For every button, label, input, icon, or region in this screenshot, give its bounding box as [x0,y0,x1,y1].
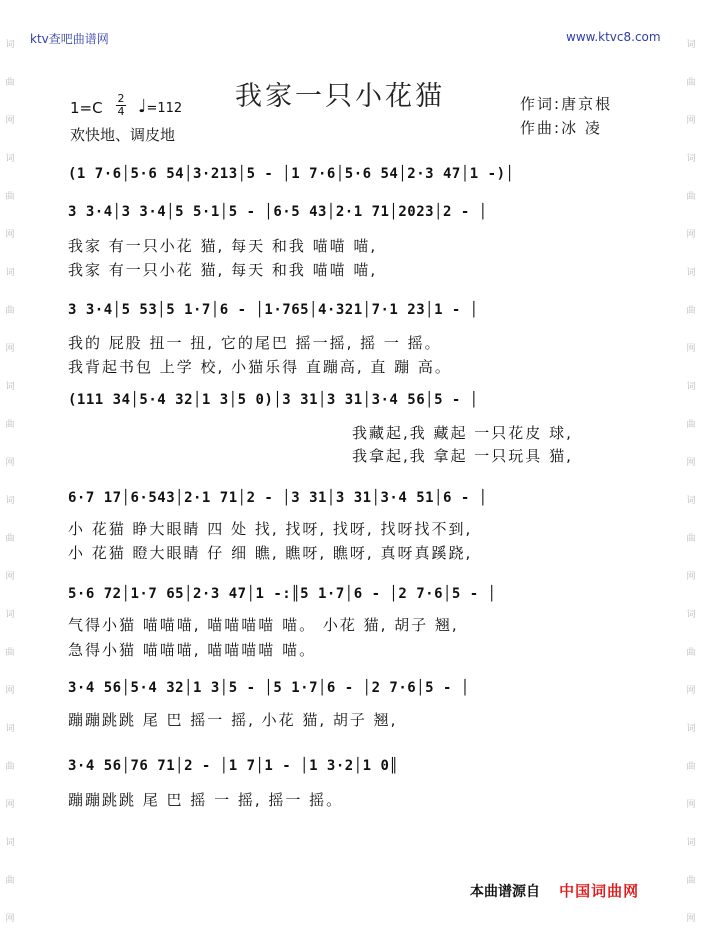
composer-label: 作曲: [520,119,562,137]
watermark-char: 词 [5,40,15,50]
watermark-char: 曲 [686,876,696,886]
watermark-char: 曲 [5,876,15,886]
lyric-line: 我家 有一只小花 猫, 每天 和我 喵喵 喵, [68,237,378,255]
right-watermark-column [684,40,698,952]
lyric-line: 我家 有一只小花 猫, 每天 和我 喵喵 喵, [68,261,378,279]
notation-line: 5·6 72│1·7 65│2·3 47│1 -:║5 1·7│6 - │2 7·6│5 - │ [68,586,497,602]
source-label: 本曲谱源自 [470,884,540,900]
lyric-line: 小 花猫 睁大眼睛 四 处 找, 找呀, 找呀, 找呀找不到, [68,520,473,538]
watermark-char: 曲 [5,762,15,772]
quarter-note-icon: ♩ [138,96,147,117]
watermark-char: 网 [686,572,696,582]
notation-line: 3·4 56│5·4 32│1 3│5 - │5 1·7│6 - │2 7·6│5 - │ [68,680,470,696]
footer-source [470,880,639,901]
notation-line: 3 3·4│3 3·4│5 5·1│5 - │6·5 43│2·1 71│2023│2 - │ [68,204,488,220]
watermark-char: 词 [5,838,15,848]
watermark-char: 网 [686,344,696,354]
notation-line: 6·7 17│6·543│2·1 71│2 - │3 31│3 31│3·4 51│6 - │ [68,490,488,506]
time-signature-bottom: 4 [117,105,125,118]
watermark-char: 曲 [686,78,696,88]
watermark-char: 网 [5,686,15,696]
watermark-char: 曲 [5,534,15,544]
watermark-char: 曲 [5,78,15,88]
time-signature [116,93,126,118]
expression-marking: 欢快地、调皮地 [70,126,176,144]
lyric-line: 我藏起,我 藏起 一只花皮 球, [352,424,573,442]
watermark-char: 曲 [5,648,15,658]
watermark-char: 词 [686,496,696,506]
watermark-char: 网 [686,914,696,924]
lyricist-name: 唐京根 [561,95,613,113]
lyric-line: 蹦蹦跳跳 尾 巴 摇 一 摇, 摇一 摇。 [68,791,344,809]
watermark-char: 网 [686,458,696,468]
lyric-line: 蹦蹦跳跳 尾 巴 摇一 摇, 小花 猫, 胡子 翘, [68,711,398,729]
notation-line: 3·4 56│76 71│2 - │1 7│1 - │1 3·2│1 0║ [68,758,399,774]
right-site-link[interactable]: www.ktvc8.com [566,30,661,44]
watermark-char: 网 [5,572,15,582]
watermark-char: 词 [686,268,696,278]
watermark-char: 词 [5,154,15,164]
tempo-value: =112 [146,101,183,116]
lyric-line: 我背起书包 上学 校, 小猫乐得 直蹦高, 直 蹦 高。 [68,358,452,376]
lyric-line: 我拿起,我 拿起 一只玩具 猫, [352,447,573,465]
source-site-link[interactable]: 中国词曲网 [559,882,640,900]
composer-credit [520,117,602,138]
watermark-char: 网 [5,230,15,240]
watermark-char: 词 [686,382,696,392]
watermark-char: 网 [686,230,696,240]
watermark-char: 网 [686,686,696,696]
lyric-line: 小 花猫 瞪大眼睛 仔 细 瞧, 瞧呀, 瞧呀, 真呀真蹊跷, [68,544,473,562]
watermark-char: 网 [5,914,15,924]
left-watermark-column [3,40,17,952]
watermark-char: 曲 [686,192,696,202]
lyric-line: 气得小猫 喵喵喵, 喵喵喵喵 喵。 小花 猫, 胡子 翘, [68,616,459,634]
watermark-char: 网 [686,800,696,810]
watermark-char: 网 [5,116,15,126]
watermark-char: 网 [5,344,15,354]
lyric-line: 急得小猫 喵喵喵, 喵喵喵喵 喵。 [68,641,317,659]
notation-line: (1 7·6│5·6 54│3·213│5 - │1 7·6│5·6 54│2·3 47│1 -)│ [68,166,515,182]
watermark-char: 曲 [686,306,696,316]
notation-line: (111 34│5·4 32│1 3│5 0)│3 31│3 31│3·4 56│5 - │ [68,392,479,408]
watermark-char: 网 [5,800,15,810]
watermark-char: 词 [686,610,696,620]
watermark-char: 词 [5,496,15,506]
watermark-char: 词 [5,724,15,734]
key-signature [70,99,103,117]
watermark-char: 网 [686,116,696,126]
lyricist-credit [520,93,612,114]
watermark-char: 曲 [5,192,15,202]
watermark-char: 网 [5,458,15,468]
watermark-char: 曲 [686,762,696,772]
watermark-char: 曲 [5,420,15,430]
watermark-char: 词 [686,154,696,164]
tempo-marking [138,96,182,117]
key-label: 1=C [70,99,103,117]
time-signature-top: 2 [117,92,125,105]
watermark-char: 词 [5,268,15,278]
composer-name: 冰 凌 [561,119,602,137]
watermark-char: 曲 [686,420,696,430]
watermark-char: 词 [686,838,696,848]
watermark-char: 词 [686,724,696,734]
lyricist-label: 作词: [520,95,562,113]
song-title: 我家一只小花猫 [235,81,445,112]
notation-line: 3 3·4│5 53│5 1·7│6 - │1·765│4·321│7·1 23│1 - │ [68,302,479,318]
watermark-char: 曲 [5,306,15,316]
watermark-char: 词 [5,382,15,392]
lyric-line: 我的 屁股 扭一 扭, 它的尾巴 摇一摇, 摇 一 摇。 [68,334,442,352]
left-site-link[interactable]: ktv查吧曲谱网 [30,32,109,46]
watermark-char: 词 [5,610,15,620]
watermark-char: 曲 [686,648,696,658]
watermark-char: 词 [686,40,696,50]
watermark-char: 曲 [686,534,696,544]
